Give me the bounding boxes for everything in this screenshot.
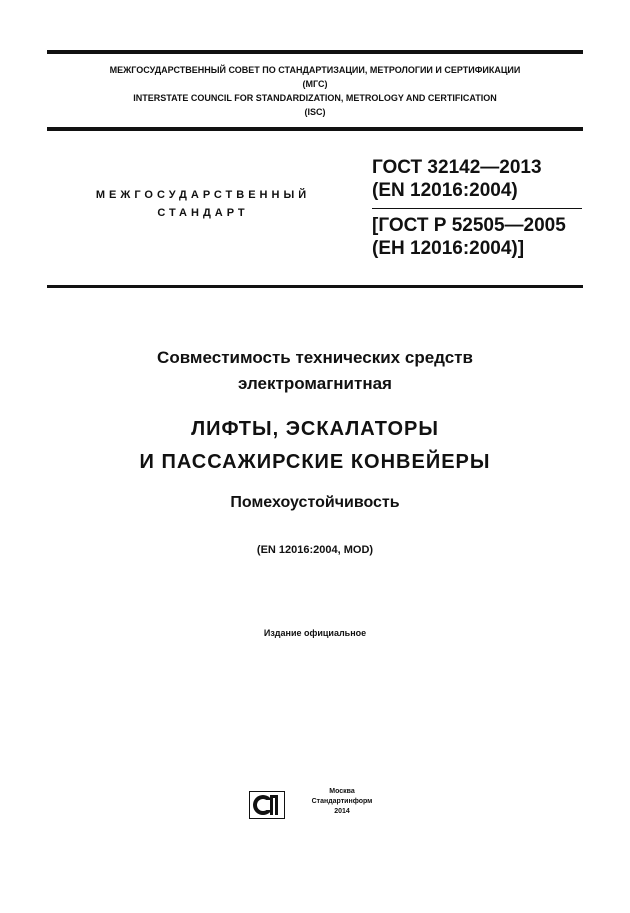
standard-kind-line1: МЕЖГОСУДАРСТВЕННЫЙ — [95, 189, 311, 201]
council-abbr-ru: (МГС) — [302, 79, 328, 89]
council-name-ru: МЕЖГОСУДАРСТВЕННЫЙ СОВЕТ ПО СТАНДАРТИЗАЦИИ, МЕТРОЛОГИИ И СЕРТИФИКАЦИИ — [109, 65, 521, 75]
title-line1: Совместимость технических средств — [157, 348, 473, 367]
subtitle: Помехоустойчивость — [230, 494, 400, 511]
edition-note: Издание официальное — [263, 628, 367, 638]
gost-r-number: [ГОСТ Р 52505—2005 — [372, 215, 566, 236]
main-title-line1: ЛИФТЫ, ЭСКАЛАТОРЫ — [191, 418, 439, 440]
title-line2: электромагнитная — [238, 374, 392, 393]
en-equivalent: (EN 12016:2004) — [372, 180, 518, 201]
council-abbr-en: (ISC) — [304, 107, 326, 117]
standard-kind-line2: СТАНДАРТ — [157, 207, 249, 219]
designation-block — [372, 156, 587, 260]
council-header — [47, 63, 583, 119]
council-bottom-rule — [47, 127, 583, 131]
publisher-name: Стандартинформ — [311, 798, 373, 805]
council-name-en: INTERSTATE COUNCIL FOR STANDARDIZATION, METROLOGY AND CERTIFICATION — [133, 93, 497, 103]
top-rule — [47, 50, 583, 54]
en-ru-equivalent: (ЕН 12016:2004)] — [372, 238, 525, 259]
publisher-city: Москва — [329, 788, 355, 795]
main-title-line2: И ПАССАЖИРСКИЕ КОНВЕЙЕРЫ — [139, 451, 491, 473]
publisher-year: 2014 — [334, 808, 350, 815]
publisher — [292, 787, 392, 817]
designation-separator — [372, 208, 582, 209]
gost-number: ГОСТ 32142—2013 — [372, 157, 542, 178]
designation-bottom-rule — [47, 285, 583, 288]
standard-kind — [68, 186, 338, 222]
modification-note: (EN 12016:2004, MOD) — [256, 544, 374, 556]
standartinform-logo-icon — [249, 791, 285, 819]
